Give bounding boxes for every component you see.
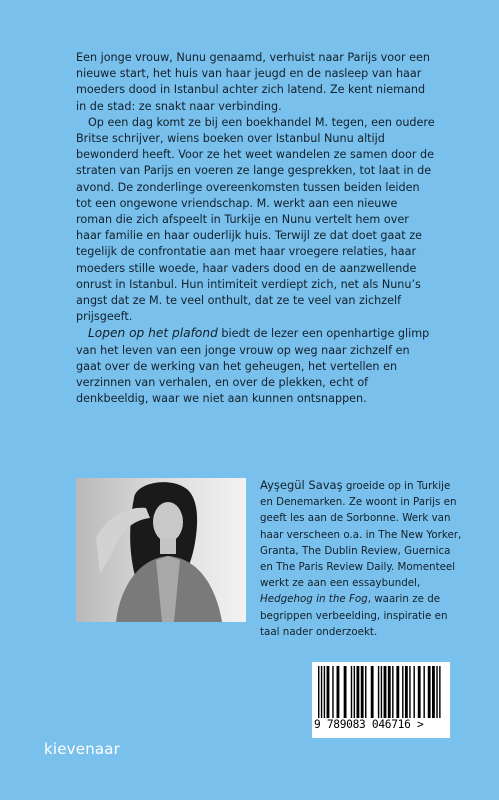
barcode-bar xyxy=(381,666,382,718)
author-name: Ayşegül Savaş xyxy=(260,478,343,492)
barcode-bar xyxy=(432,666,435,718)
back-cover-blurb xyxy=(76,50,436,407)
isbn-number: 9 789083 046716 > xyxy=(314,718,424,731)
bio-text-1: groeide op in Turkije en Denemarken. Ze woont in Parijs en geeft les aan de Sorbonne. Werk van haar verscheen o.a. in The New Yorker, Granta, The Dublin Review, Guernica en The Paris Review Daily. Momenteel werkt ze aan een essaybundel, xyxy=(260,480,462,590)
barcode-bar xyxy=(409,666,410,718)
barcode-bar xyxy=(354,666,355,718)
barcode-bar xyxy=(371,666,374,718)
barcode-bar xyxy=(423,666,424,718)
book-title: Lopen op het plafond xyxy=(88,326,218,341)
isbn-barcode xyxy=(312,662,450,738)
barcode-bar xyxy=(361,666,364,718)
bio-text-2: , waarin ze de begrippen verbeelding, inspiratie en taal nader onderzoekt. xyxy=(260,593,448,638)
blurb-paragraph-1: Een jonge vrouw, Nunu genaamd, verhuist naar Parijs voor een nieuwe start, het huis van haar jeugd en de nasleep van haar moeders dood in Istanbul achter zich latend. Ze kent niemand in de stad: ze snakt naar verbinding. xyxy=(76,51,430,113)
barcode-bar xyxy=(378,666,379,718)
barcode-bar xyxy=(324,666,325,718)
barcode-bar xyxy=(405,666,408,718)
barcode-bar xyxy=(365,666,366,718)
barcode-bar xyxy=(351,666,352,718)
barcode-bar xyxy=(327,666,330,718)
barcode-bar xyxy=(428,666,431,718)
blurb-paragraph-3-text: biedt de lezer een openhartige glimp van het leven van een jonge vrouw op weg naar zichzelf en gaat over de werking van het geheugen, het vertellen en verzinnen van verhalen, en over de plekken, echt of denkbeeldig, waar we niet aan kunnen ontsnappen. xyxy=(76,327,430,406)
barcode-bar xyxy=(384,666,387,718)
barcode-bar xyxy=(344,666,347,718)
barcode-bar xyxy=(337,666,340,718)
publisher-logo: kievenaar xyxy=(44,740,121,758)
author-photo xyxy=(76,478,246,622)
barcode-bar xyxy=(332,666,333,718)
barcode-bar xyxy=(388,666,391,718)
barcode-bar xyxy=(396,666,399,718)
author-portrait-image xyxy=(76,478,246,622)
barcode-bar xyxy=(318,666,319,718)
barcode-bar xyxy=(439,666,440,718)
barcode-bar xyxy=(418,666,421,718)
blurb-paragraph-3 xyxy=(76,325,436,407)
barcode-bar xyxy=(413,666,414,718)
blurb-paragraph-2: Op een dag komt ze bij een boekhandel M. tegen, een oudere Britse schrijver, wiens boeken over Istanbul Nunu altijd bewonderd heeft. Voor ze het weet wandelen ze samen door de straten van Parijs en voeren ze lange gesprekken, tot laat in de avond. De zonderlinge overeenkomsten tussen beiden leiden tot een ongewone vriendschap. M. werkt aan een nieuwe roman die zich afspeelt in Turkije en Nunu vertelt hem over haar familie en haar ouderlijk huis. Terwijl ze dat doet gaat ze tegelijk de confrontatie aan met haar vroegere relaties, haar moeders stille woede, haar vaders dood en de aanzwellende onrust in Istanbul. Hun intimiteit verdiept zich, net als Nunu’s angst dat ze M. te veel onthult, dat ze te veel van zichzelf prijsgeeft. xyxy=(76,115,435,324)
author-bio xyxy=(260,477,466,640)
barcode-bar xyxy=(436,666,437,718)
barcode-bar xyxy=(321,666,322,718)
barcode-bar xyxy=(402,666,403,718)
essay-title: Hedgehog in the Fog xyxy=(260,593,368,606)
barcode-bars xyxy=(318,666,442,718)
barcode-bar xyxy=(356,666,359,718)
barcode-bar xyxy=(392,666,393,718)
